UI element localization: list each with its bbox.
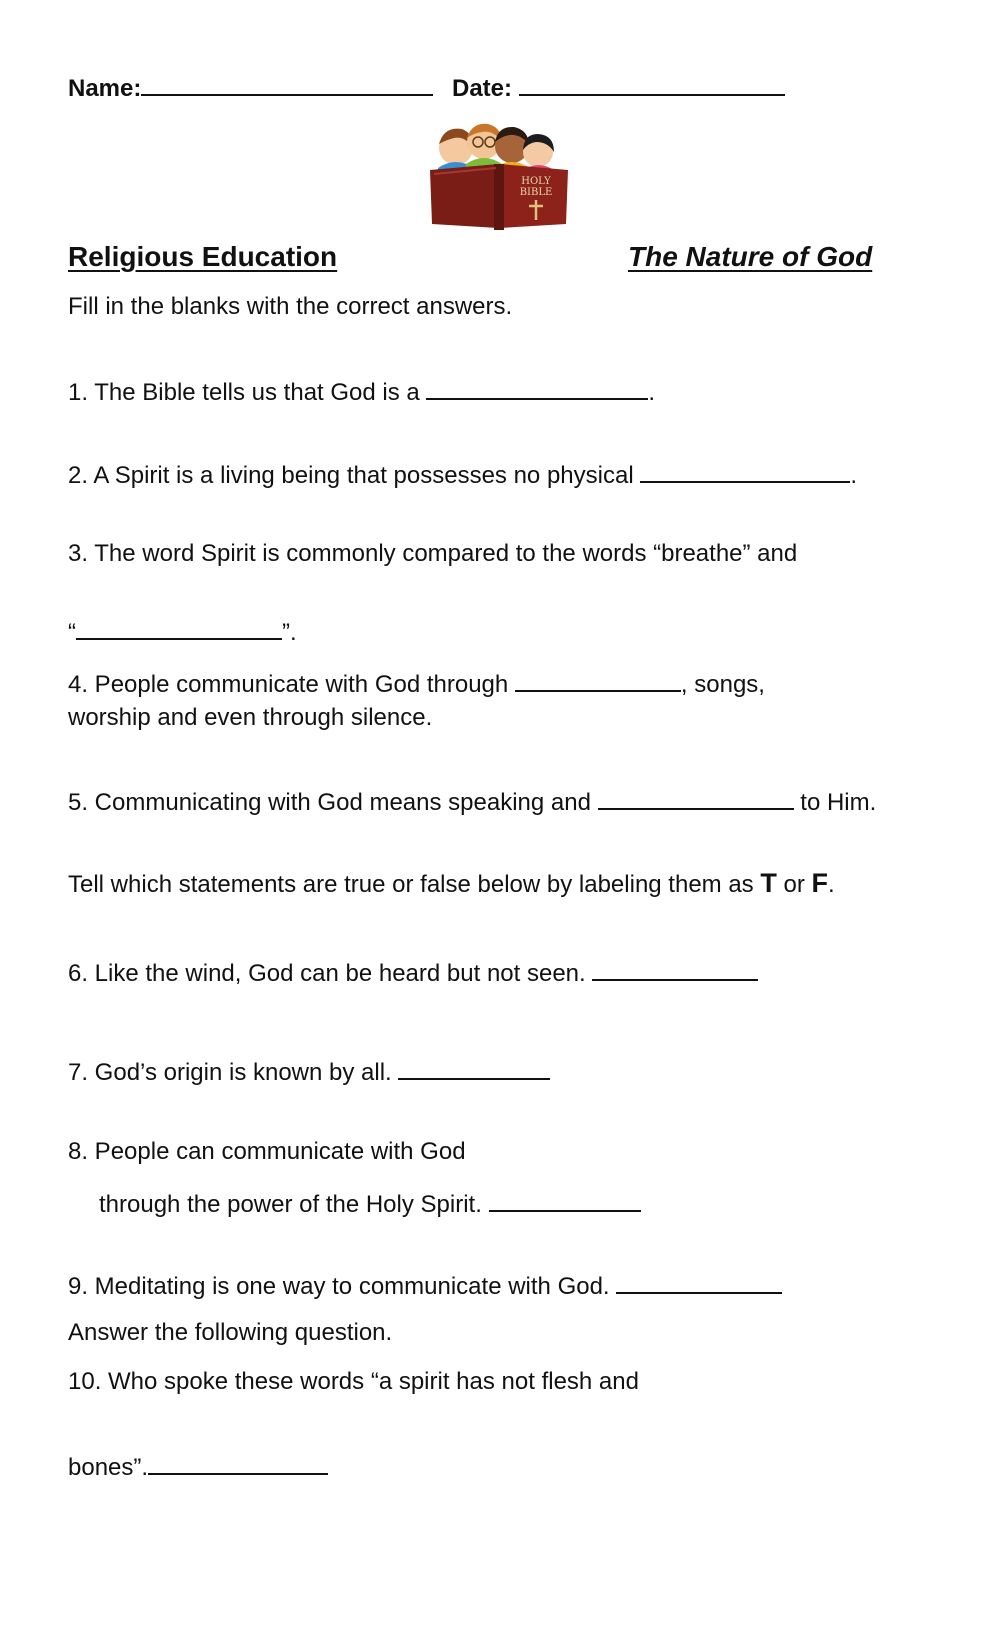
q7-text: 7. God’s origin is known by all. bbox=[68, 1059, 399, 1086]
question-8: 8. People can communicate with God bbox=[68, 1138, 466, 1165]
question-9 bbox=[68, 1268, 782, 1302]
q5-blank[interactable] bbox=[598, 784, 794, 810]
question-3: 3. The word Spirit is commonly compared to the words “breathe” and bbox=[68, 540, 798, 567]
question-1 bbox=[68, 374, 655, 408]
q4-after: , songs, bbox=[680, 671, 765, 698]
q9-blank[interactable] bbox=[616, 1268, 782, 1294]
question-10: 10. Who spoke these words “a spirit has not flesh and bbox=[68, 1368, 639, 1395]
question-8-line2 bbox=[99, 1186, 641, 1220]
q7-blank[interactable] bbox=[398, 1054, 550, 1080]
tf-instruction bbox=[68, 868, 835, 900]
q9-text: 9. Meditating is one way to communicate with God. bbox=[68, 1273, 617, 1300]
date-blank[interactable] bbox=[519, 70, 785, 96]
question-3-line2 bbox=[68, 614, 297, 648]
question-4 bbox=[68, 666, 765, 700]
q3-close-quote: ”. bbox=[282, 619, 297, 646]
tf-or: or bbox=[776, 871, 812, 898]
book-title-line1: HOLY bbox=[521, 176, 551, 187]
q3-open-quote: “ bbox=[68, 619, 76, 646]
question-6 bbox=[68, 955, 758, 989]
q3-blank[interactable] bbox=[76, 614, 282, 640]
book-spine bbox=[494, 164, 504, 230]
q1-text: 1. The Bible tells us that God is a bbox=[68, 379, 427, 406]
question-7 bbox=[68, 1054, 550, 1088]
name-blank[interactable] bbox=[141, 70, 433, 96]
q1-blank[interactable] bbox=[426, 374, 648, 400]
q2-end: . bbox=[850, 462, 857, 489]
answer-instruction: Answer the following question. bbox=[68, 1319, 393, 1346]
book-title-line2: BIBLE bbox=[519, 187, 553, 198]
date-label: Date: bbox=[452, 75, 513, 102]
q5-after: to Him. bbox=[793, 789, 877, 816]
question-5 bbox=[68, 784, 876, 818]
fill-instruction: Fill in the blanks with the correct answers. bbox=[68, 293, 513, 320]
q6-text: 6. Like the wind, God can be heard but not seen. bbox=[68, 960, 593, 987]
q2-blank[interactable] bbox=[640, 457, 850, 483]
subject-title: Religious Education bbox=[68, 241, 338, 272]
q4-text: 4. People communicate with God through bbox=[68, 671, 515, 698]
date-row bbox=[452, 70, 785, 104]
q2-text: 2. A Spirit is a living being that possesses no physical bbox=[68, 462, 641, 489]
topic-title: The Nature of God bbox=[628, 241, 873, 272]
q10-text: bones”. bbox=[68, 1454, 149, 1481]
q6-blank[interactable] bbox=[592, 955, 758, 981]
q5-text: 5. Communicating with God means speaking and bbox=[68, 789, 598, 816]
question-10-line2 bbox=[68, 1449, 328, 1483]
tf-true-letter: T bbox=[760, 868, 777, 898]
q4-blank[interactable] bbox=[515, 666, 681, 692]
q8-blank[interactable] bbox=[489, 1186, 641, 1212]
tf-instruction-text: Tell which statements are true or false below by labeling them as bbox=[68, 871, 761, 898]
question-2 bbox=[68, 457, 857, 491]
q8-text: through the power of the Holy Spirit. bbox=[99, 1191, 489, 1218]
tf-end: . bbox=[828, 871, 835, 898]
tf-false-letter: F bbox=[811, 868, 829, 898]
name-label: Name: bbox=[68, 75, 142, 102]
question-4-line2: worship and even through silence. bbox=[68, 704, 433, 731]
children-bible-illustration bbox=[424, 120, 574, 232]
q10-blank[interactable] bbox=[148, 1449, 328, 1475]
name-row bbox=[68, 70, 433, 104]
q1-end: . bbox=[648, 379, 656, 406]
